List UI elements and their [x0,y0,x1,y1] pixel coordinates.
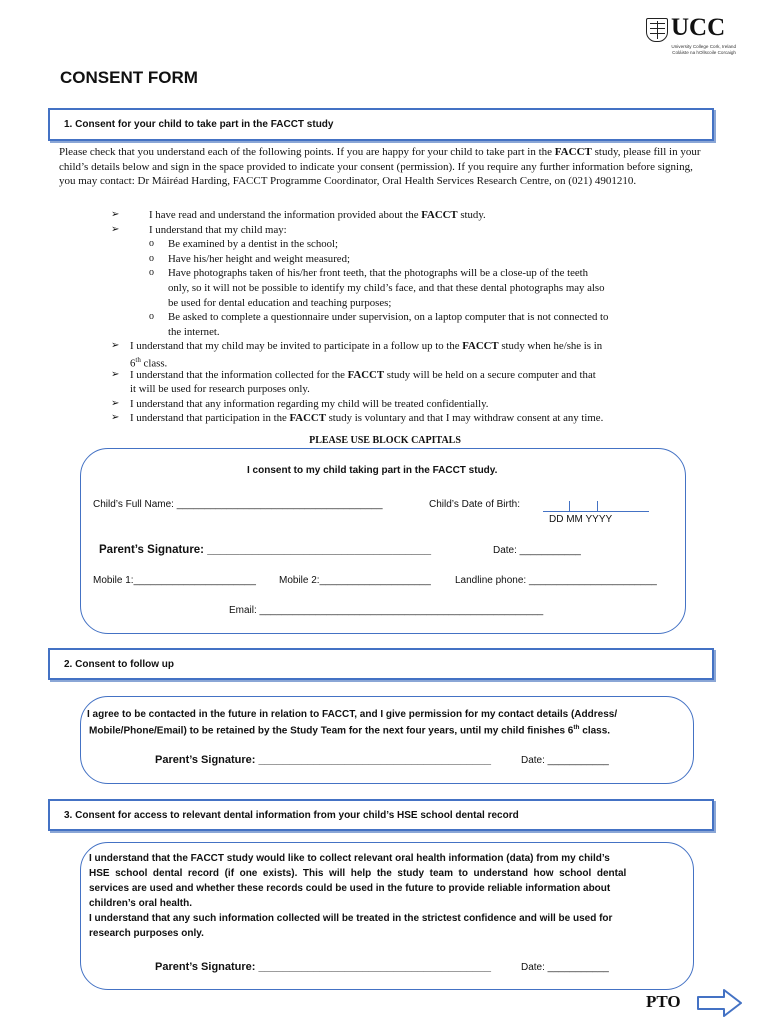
list-item-cont: it will be used for research purposes only. [130,383,310,395]
date-field[interactable]: Date: ___________ [521,962,609,973]
arrow-bullet-icon: ➢ [111,412,120,423]
dob-format-hint: DD MM YYYY [549,514,613,525]
logo-subtitle: University College Cork, Ireland Coláiste na hOllscoile Corcaigh [671,44,736,55]
sub-list-item: Have photographs taken of his/her front teeth, that the photographs will be a close-up of the teeth [168,267,589,279]
dental-text-6: research purposes only. [89,928,204,939]
follow-up-box [80,696,694,784]
consent-form-box [80,448,686,634]
dental-record-box [80,842,694,990]
parent-signature-field[interactable]: Parent’s Signature: ______________________________________ [155,961,491,973]
pto-label: PTO [646,992,681,1011]
dental-text-3: services are used and whether these records could be used in the future to provide reliable information about [89,883,611,894]
section-3-header: 3. Consent for access to relevant dental information from your child’s HSE school dental record [48,799,714,831]
crest-icon [646,18,668,42]
section-1-header: 1. Consent for your child to take part in the FACCT study [48,108,714,141]
intro-paragraph: Please check that you understand each of the following points. If you are happy for your child to take part in the FACCT study, please fill in your child’s details below and sign in the space provided to indicate your consent (permission). If you require any further information before signing, you may contact: Dr Máiréad Harding, FACCT Programme Coordinator, Oral Health Services Research Centre, on (021) 4901210. [59,146,701,188]
list-item-cont: 6th class. [130,356,168,370]
date-field[interactable]: Date: ___________ [521,755,609,766]
arrow-right-icon [696,987,744,1019]
child-dob-field[interactable] [543,499,649,512]
sub-list-item: Have his/her height and weight measured; [168,253,350,265]
page-title: CONSENT FORM [60,68,198,87]
list-item: I understand that my child may: [149,224,287,236]
follow-up-text-1: I agree to be contacted in the future in relation to FACCT, and I give permission for my contact details (Address/ [87,709,618,720]
sub-list-item: Be examined by a dentist in the school; [168,238,339,250]
landline-field[interactable]: Landline phone: _______________________ [455,575,657,586]
arrow-bullet-icon: ➢ [111,340,120,351]
list-item: I understand that my child may be invited to participate in a follow up to the FACCT study when he/she is in [130,340,603,352]
list-item: I have read and understand the information provided about the FACCT study. [149,209,486,221]
list-item: I understand that the information collected for the FACCT study will be held on a secure computer and that [130,369,596,381]
consent-statement: I consent to my child taking part in the FACCT study. [247,465,498,476]
dental-text-1: I understand that the FACCT study would like to collect relevant oral health information (data) from my child’s [89,853,610,864]
circle-bullet-icon: o [149,238,154,249]
mobile-1-field[interactable]: Mobile 1:______________________ [93,575,256,586]
logo-name: UCC [671,14,726,41]
child-name-field[interactable]: Child’s Full Name: _____________________________________ [93,499,383,510]
mobile-2-field[interactable]: Mobile 2:____________________ [279,575,431,586]
parent-signature-field[interactable]: Parent’s Signature: ______________________________________ [155,754,491,766]
child-dob-label: Child’s Date of Birth: [429,499,520,510]
arrow-bullet-icon: ➢ [111,224,120,235]
date-field[interactable]: Date: ___________ [493,545,581,556]
sub-list-item-cont: be used for dental education and teaching purposes; [168,297,392,309]
circle-bullet-icon: o [149,311,154,322]
sub-list-item-cont: the internet. [168,326,220,338]
dental-text-2: HSE school dental record (if one exists). This will help the study team to understand how school dental [89,868,627,879]
arrow-bullet-icon: ➢ [111,209,120,220]
block-capitals-note: PLEASE USE BLOCK CAPITALS [309,435,461,446]
parent-signature-field[interactable]: Parent’s Signature: ___________________________________ [99,544,432,556]
consent-points-list [59,208,709,428]
arrow-bullet-icon: ➢ [111,398,120,409]
follow-up-text-2: Mobile/Phone/Email) to be retained by the Study Team for the next four years, until my child finishes 6th class. [89,724,611,737]
sub-list-item: Be asked to complete a questionnaire under supervision, on a laptop computer that is not connected to [168,311,609,323]
ucc-logo [646,14,736,56]
circle-bullet-icon: o [149,253,154,264]
circle-bullet-icon: o [149,267,154,278]
section-2-header: 2. Consent to follow up [48,648,714,680]
dental-text-5: I understand that any such information collected will be treated in the strictest confidence and will be used for [89,913,613,924]
list-item: I understand that any information regarding my child will be treated confidentially. [130,398,489,410]
dental-text-4: children’s oral health. [89,898,192,909]
arrow-bullet-icon: ➢ [111,369,120,380]
sub-list-item-cont: only, so it will not be possible to identify my child’s face, and that these dental photographs may also [168,282,605,294]
list-item: I understand that participation in the FACCT study is voluntary and that I may withdraw consent at any time. [130,412,604,424]
email-field[interactable]: Email: ___________________________________________________ [229,605,544,616]
